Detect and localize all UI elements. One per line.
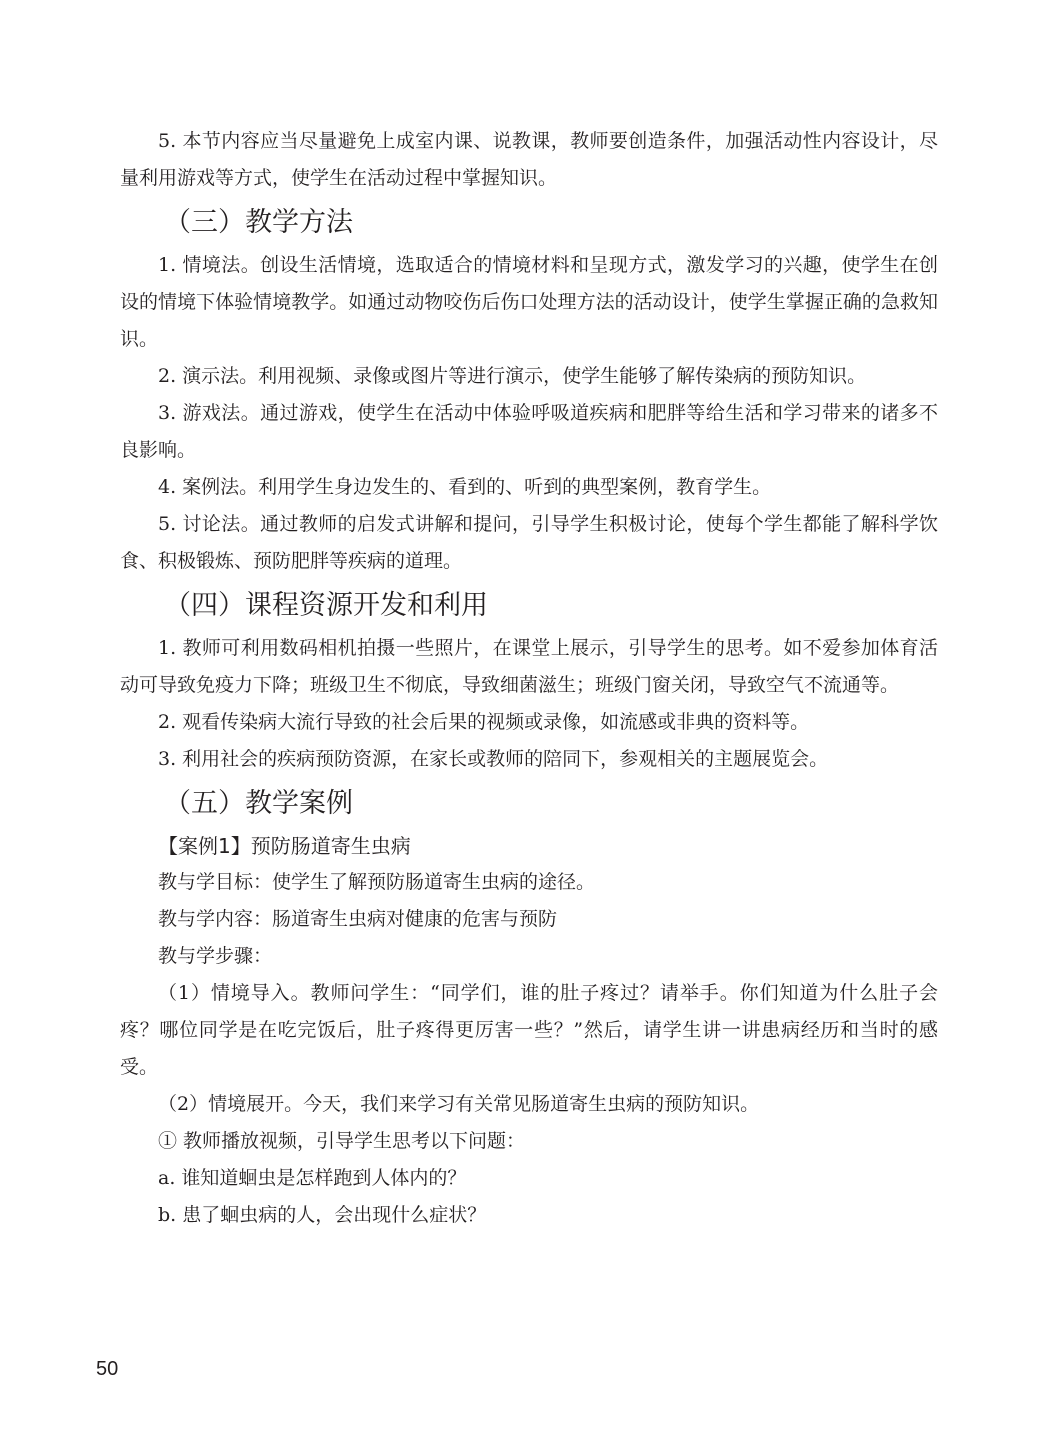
paragraph: 2. 演示法。利用视频、录像或图片等进行演示，使学生能够了解传染病的预防知识。 xyxy=(158,365,867,387)
paragraph: 5. 讨论法。通过教师的启发式讲解和提问，引导学生积极讨论，使每个学生都能了解科学饮食、积极锻炼、预防肥胖等疾病的道理。 xyxy=(120,513,938,572)
paragraph: （1）情境导入。教师问学生：“同学们，谁的肚子疼过？请举手。你们知道为什么肚子会疼？哪位同学是在吃完饭后，肚子疼得更厉害一些？”然后，请学生讲一讲患病经历和当时的感受。 xyxy=(120,982,938,1078)
page-content xyxy=(120,123,938,1234)
case-heading: 【案例1】预防肠道寄生虫病 xyxy=(158,834,411,858)
paragraph: 1. 教师可利用数码相机拍摄一些照片，在课堂上展示，引导学生的思考。如不爱参加体育活动可导致免疫力下降；班级卫生不彻底，导致细菌滋生；班级门窗关闭，导致空气不流通等。 xyxy=(120,637,938,696)
page-number: 50 xyxy=(96,1358,119,1380)
paragraph: 4. 案例法。利用学生身边发生的、看到的、听到的典型案例，教育学生。 xyxy=(158,476,772,498)
paragraph: 2. 观看传染病大流行导致的社会后果的视频或录像，如流感或非典的资料等。 xyxy=(158,711,810,733)
paragraph: 3. 游戏法。通过游戏，使学生在活动中体验呼吸道疾病和肥胖等给生活和学习带来的诸多不良影响。 xyxy=(120,402,938,461)
paragraph: 1. 情境法。创设生活情境，选取适合的情境材料和呈现方式，激发学习的兴趣，使学生在创设的情境下体验情境教学。如通过动物咬伤后伤口处理方法的活动设计，使学生掌握正确的急救知识。 xyxy=(120,254,938,350)
section-heading-teaching-cases: （五）教学案例 xyxy=(164,788,353,819)
paragraph: 3. 利用社会的疾病预防资源，在家长或教师的陪同下，参观相关的主题展览会。 xyxy=(158,748,829,770)
paragraph: a. 谁知道蛔虫是怎样跑到人体内的？ xyxy=(158,1167,467,1189)
paragraph: 教与学步骤： xyxy=(158,945,273,967)
paragraph: 教与学目标：使学生了解预防肠道寄生虫病的途径。 xyxy=(158,871,596,893)
paragraph: 教与学内容：肠道寄生虫病对健康的危害与预防 xyxy=(158,908,558,930)
paragraph: b. 患了蛔虫病的人，会出现什么症状？ xyxy=(158,1204,487,1226)
paragraph: ① 教师播放视频，引导学生思考以下问题： xyxy=(158,1130,526,1152)
paragraph: （2）情境展开。今天，我们来学习有关常见肠道寄生虫病的预防知识。 xyxy=(158,1093,760,1115)
section-heading-course-resources: （四）课程资源开发和利用 xyxy=(164,590,488,621)
section-heading-teaching-methods: （三）教学方法 xyxy=(164,207,353,238)
paragraph: 5. 本节内容应当尽量避免上成室内课、说教课，教师要创造条件，加强活动性内容设计，尽量利用游戏等方式，使学生在活动过程中掌握知识。 xyxy=(120,130,938,189)
